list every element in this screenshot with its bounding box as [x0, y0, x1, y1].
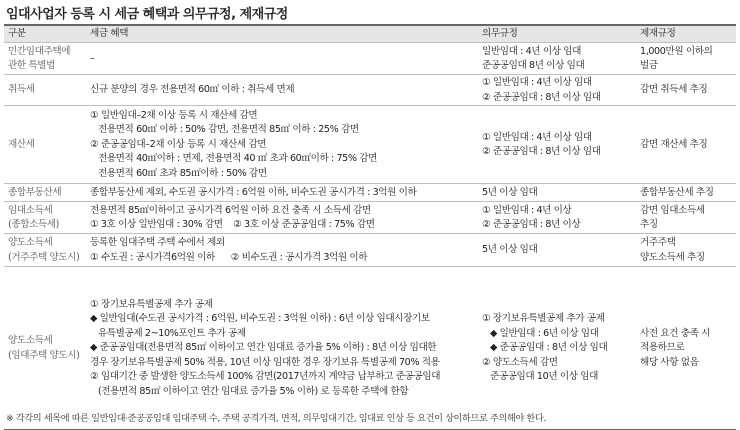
cell-line: ① 일반임대 : 4년 이상 임대	[482, 77, 592, 88]
cell-line: 벌금	[640, 60, 658, 71]
cell-line: 임대소득세	[8, 204, 53, 216]
cell-line: 종합부동산세	[8, 186, 62, 198]
row-obligation-cell	[482, 267, 634, 430]
cell-line: 재산세	[8, 138, 35, 150]
row-obligation-cell	[482, 43, 634, 75]
cell-line: 종합부동산세 추징	[640, 186, 714, 198]
cell-line: 경우 장기보유특별공제 50% 적용, 10년 이상 임대한 경우 장기보유 특별공제 70% 적용	[90, 356, 440, 368]
row-sanction-cell	[640, 106, 734, 184]
row-category-cell	[8, 184, 86, 202]
row-tax-benefit-cell	[90, 43, 478, 75]
table-title: 임대사업자 등록 시 세금 혜택과 의무규정, 제재규정	[6, 7, 288, 22]
cell-line: 사전 요건 충족 시	[640, 327, 711, 339]
footnote: ※ 각각의 세목에 따른 일반임대·준공공임대 임대주택 수, 주택 공격가격, 면적, 의무임대기간, 임대료 인상 등 요건이 상이하므로 주의해야 한다.	[6, 413, 546, 424]
cell-line: 전용면적 85㎡이하이고 공시가격 6억원 이하 요건 충족 시 소득세 감면	[90, 204, 371, 216]
cell-line: ① 장기보유특별공제 추가 공제	[90, 298, 213, 310]
cell-line: 민간임대주택에	[8, 45, 71, 57]
cell-line: 추징	[640, 219, 658, 230]
cell-line: 감면 임대소득세	[640, 204, 705, 216]
cell-line: –	[90, 52, 95, 64]
cell-line: ① 일반임대 : 4년 이상	[482, 204, 572, 216]
row-tax-benefit-cell	[90, 234, 478, 267]
cell-line: ① 일반임대–2채 이상 등록 시 재산세 감면	[90, 109, 258, 121]
row-sanction-cell	[640, 184, 734, 202]
cell-line: ② 준공공임대 : 8년 이상	[482, 219, 581, 230]
row-category-cell	[8, 43, 86, 75]
cell-line: 5년 이상 임대	[482, 186, 538, 198]
cell-line: 해당 사항 없음	[640, 356, 699, 368]
cell-line: 1,000만원 이하의	[640, 45, 713, 57]
cell-line: ◆ 일반임대(수도권 공시가격 : 6억원, 비수도권 : 3억원 이하) : 6년 이상 임대시장기보	[90, 313, 430, 325]
header-category: 구분	[8, 27, 26, 39]
cell-line: 종합부동산세 제외, 수도권 공시가격 : 6억원 이하, 비수도권 공시가격 : 3억원 이하	[90, 186, 417, 198]
row-category-cell	[8, 75, 86, 106]
table-row	[4, 201, 736, 234]
header-sanction: 제재규정	[640, 27, 676, 39]
table-row	[4, 233, 736, 267]
cell-line: ② 양도소득세 감면	[482, 356, 558, 368]
row-obligation-cell	[482, 184, 634, 202]
table-header-row	[4, 24, 736, 43]
row-tax-benefit-cell	[90, 202, 478, 234]
cell-line: ② 준공공임대–2채 이상 등록 시 재산세 감면	[90, 138, 267, 150]
cell-line: 거주주택	[640, 237, 676, 248]
row-sanction-cell	[640, 234, 734, 267]
cell-line: (임대주택 양도시)	[8, 349, 80, 361]
row-category-cell	[8, 106, 86, 184]
cell-line: 감면 취득세 추징	[640, 84, 708, 96]
header-obligation: 의무규정	[482, 27, 518, 39]
cell-line: (거주주택 양도시)	[8, 251, 80, 263]
cell-line: ◆ 준공공임대(전용면적 85㎡ 이하이고 연간 임대료 증가율 5% 이하) : 8년 이상 임대한	[90, 342, 437, 354]
header-tax-benefit: 세금 혜택	[90, 27, 129, 39]
cell-line: 양도소득세	[8, 237, 53, 248]
row-category-cell	[8, 267, 86, 430]
cell-line: 준공공임대 10년 이상 임대	[482, 371, 598, 383]
row-tax-benefit-cell	[90, 75, 478, 106]
cell-line: 양도소득세 추징	[640, 251, 705, 263]
row-sanction-cell	[640, 267, 734, 430]
row-obligation-cell	[482, 75, 634, 106]
cell-line: 신규 분양의 경우 전용면적 60㎡ 이하 : 취득세 면제	[90, 84, 295, 96]
row-obligation-cell	[482, 106, 634, 184]
row-obligation-cell	[482, 234, 634, 267]
table-row	[4, 183, 736, 202]
cell-line: ① 장기보유특별공제 추가 공제	[482, 313, 605, 325]
cell-line: ② 준공공임대 : 8년 이상 임대	[482, 146, 601, 157]
cell-line: 등록한 임대주택 주택 수에서 제외	[90, 237, 225, 248]
table-row	[4, 74, 736, 106]
cell-line: 준공공임대 8년 이상 임대	[482, 60, 585, 71]
cell-line: 전용면적 40㎡이하 : 면제, 전용면적 40 ㎡ 초과 60㎡이하 : 75% 감면	[90, 153, 377, 165]
cell-line: ① 일반임대 : 4년 이상 임대	[482, 131, 592, 143]
cell-line: 적용하므로	[640, 342, 685, 354]
cell-line: 감면 재산세 추징	[640, 138, 708, 150]
cell-line: (전용면적 85㎡ 이하이고 연간 임대료 증가율 5% 이하) 로 등록한 주택에 한함	[90, 385, 409, 397]
row-category-cell	[8, 202, 86, 234]
cell-line: 전용면적 60㎡ 이하 : 50% 감면, 전용면적 85㎡ 이하 : 25% 감면	[90, 124, 359, 136]
table-row	[4, 266, 736, 430]
cell-line: 전용면적 60㎡ 초과 85㎡이하 : 50% 감면	[90, 167, 267, 179]
row-sanction-cell	[640, 43, 734, 75]
cell-line: ② 준공공임대 : 8년 이상 임대	[482, 91, 601, 103]
row-sanction-cell	[640, 75, 734, 106]
row-obligation-cell	[482, 202, 634, 234]
cell-line: (종합소득세)	[8, 219, 60, 230]
cell-line: 유특별공제 2~10%포인트 추가 공제	[90, 327, 246, 339]
table-row	[4, 105, 736, 184]
cell-line: ◆ 준공공임대 : 8년 이상 임대	[482, 342, 608, 354]
row-tax-benefit-cell	[90, 184, 478, 202]
cell-line: 양도소득세	[8, 335, 53, 346]
cell-line: 5년 이상 임대	[482, 244, 538, 256]
cell-line: ① 수도권 : 공시가격6억원 이하 ② 비수도권 : 공시가격 3억원 이하	[90, 251, 368, 263]
table-row	[4, 42, 736, 75]
cell-line: ◆ 일반임대 : 6년 이상 임대	[482, 327, 599, 339]
cell-line: 관한 특별법	[8, 60, 55, 71]
cell-line: ① 3호 이상 일반임대 : 30% 감면 ② 3호 이상 준공공임대 : 75% 감면	[90, 219, 375, 230]
cell-line: 취득세	[8, 84, 35, 96]
cell-line: 일반임대 : 4년 이상 임대	[482, 45, 581, 57]
row-sanction-cell	[640, 202, 734, 234]
cell-line: ② 임대기간 중 발생한 양도소득세 100% 감면(2017년까지 계약금 납부하고 준공공임대	[90, 371, 441, 383]
row-category-cell	[8, 234, 86, 267]
row-tax-benefit-cell	[90, 267, 478, 430]
row-tax-benefit-cell	[90, 106, 478, 184]
